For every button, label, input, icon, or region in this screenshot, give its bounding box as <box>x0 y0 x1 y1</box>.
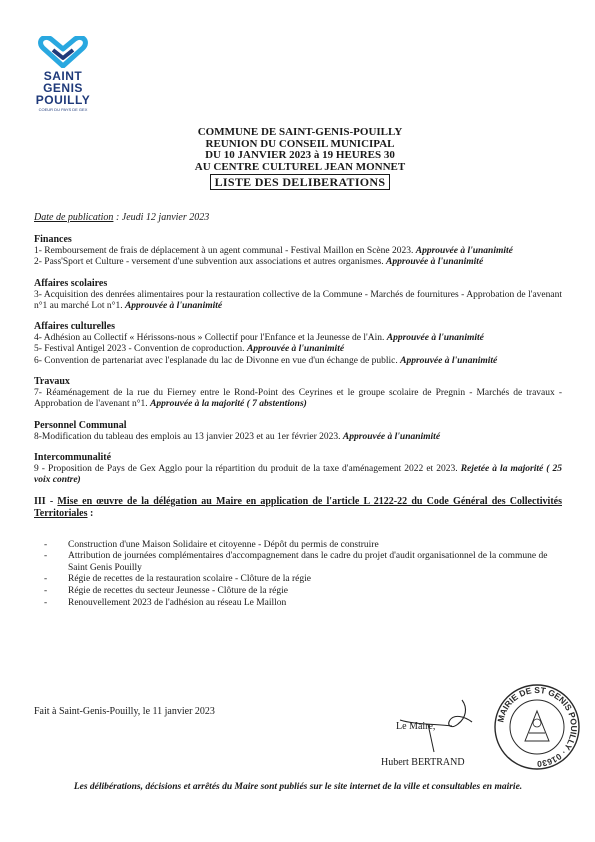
section-finances <box>34 234 562 269</box>
section-number: III - <box>34 495 58 507</box>
document-title: LISTE DES DELIBERATIONS <box>210 174 391 190</box>
deliberation-item <box>34 290 562 313</box>
section-personnel <box>34 420 562 443</box>
section-culturelles <box>34 321 562 367</box>
item-status: Approuvée à l'unanimité <box>386 333 484 344</box>
decision-item: - Renouvellement 2023 de l'adhésion au réseau Le Maillon <box>68 598 562 610</box>
section-title: Affaires culturelles <box>34 321 116 333</box>
decision-item: - Régie de recettes de la restauration scolaire - Clôture de la régie <box>68 574 562 586</box>
item-status: Approuvée à la majorité ( 7 abstentions) <box>150 399 307 410</box>
decisions-list <box>34 540 562 610</box>
item-status: Approuvée à l'unanimité <box>400 355 498 366</box>
section-title: Travaux <box>34 376 70 388</box>
section-title: Finances <box>34 234 72 245</box>
section-title: Affaires scolaires <box>34 277 108 289</box>
item-status: Approuvée à l'unanimité <box>342 431 441 442</box>
official-seal-stamp <box>493 683 581 771</box>
item-text: 6- Convention de partenariat avec l'esplanade du lac de Divonne en vue d'un échange de public. <box>34 355 398 366</box>
item-status: Approuvée à l'unanimité <box>246 344 345 355</box>
decision-item: - Régie de recettes du secteur Jeunesse - Clôture de la régie <box>68 586 562 598</box>
item-text: 7- Réaménagement de la rue du Fierney entre le Rond-Point des Ceyrines et le groupe scolaire de Pregnin - Marchés de travaux - Approbation de l'avenant n°1. <box>34 388 562 410</box>
logo-tagline: COEUR DU PAYS DE GEX <box>38 107 88 112</box>
item-text: 9 - Proposition de Pays de Gex Agglo pour la répartition du produit de la taxe d'aménagement 2022 et 2023. <box>34 463 458 474</box>
deliberation-item <box>34 246 562 257</box>
publication-date <box>34 212 209 223</box>
deliberation-item <box>34 344 562 355</box>
item-status: Approuvée à l'unanimité <box>415 246 513 256</box>
publication-value: : Jeudi 12 janvier 2023 <box>113 212 210 223</box>
item-status: Approuvée à l'unanimité <box>386 257 484 268</box>
deliberation-item <box>34 356 562 367</box>
section-delegation-title <box>34 496 562 520</box>
header-commune: COMMUNE DE SAINT-GENIS-POUILLY <box>197 126 403 138</box>
section-heading: Mise en œuvre de la délégation au Maire en application de l'article L 2122-22 du Code Général des Collectivités Territoriales <box>34 495 562 519</box>
item-text: 8-Modification du tableau des emplois au 13 janvier 2023 et au 1er février 2023. <box>34 431 341 442</box>
svg-text:MAIRIE DE ST GENIS POUILLY · 0: MAIRIE DE ST GENIS POUILLY · 01630 <box>495 684 580 770</box>
decision-item: - Attribution de journées complémentaires d'accompagnement dans le cadre du projet d'audit organisationnel de la commune de Saint Genis Pouilly <box>68 551 562 574</box>
heart-logo-icon <box>35 36 91 68</box>
deliberation-item <box>34 432 562 443</box>
logo-word-genis: GENIS <box>43 81 83 95</box>
deliberation-item <box>34 257 562 268</box>
item-text: 2- Pass'Sport et Culture - versement d'une subvention aux associations et autres organismes. <box>34 257 384 268</box>
signer-role: Le Maire, <box>396 721 436 732</box>
publication-label: Date de publication <box>34 212 114 223</box>
logo-word-saint: SAINT <box>43 69 83 83</box>
item-status: Rejetée à la majorité ( 25 voix contre) <box>34 463 562 486</box>
section-title: Intercommunalité <box>34 451 112 463</box>
deliberation-item <box>34 333 562 344</box>
item-status: Approuvée à l'unanimité <box>124 300 223 311</box>
document-header <box>150 127 450 190</box>
place-date: Fait à Saint-Genis-Pouilly, le 11 janvier 2023 <box>34 706 215 717</box>
item-text: 5- Festival Antigel 2023 - Convention de coproduction. <box>34 344 245 355</box>
header-lieu: AU CENTRE CULTUREL JEAN MONNET <box>194 160 406 173</box>
decision-item: - Construction d'une Maison Solidaire et citoyenne - Dépôt du permis de construire <box>68 540 562 552</box>
section-colon: : <box>87 507 94 519</box>
item-text: 3- Acquisition des denrées alimentaires pour la restauration collective de la Commune - Marchés de fournitures - Approbation de l'avenant n°1 au marché Lot n°1. <box>34 289 562 311</box>
deliberation-item <box>34 464 562 487</box>
item-text: 4- Adhésion au Collectif « Hérissons-nous » Collectif pour l'Enfance et la Jeunesse de l'Ain. <box>34 333 385 344</box>
municipal-logo <box>28 36 98 112</box>
deliberations-list <box>34 234 562 609</box>
section-title: Personnel Communal <box>34 419 127 431</box>
section-intercommunalite <box>34 452 562 487</box>
header-date: DU 10 JANVIER 2023 à 19 HEURES 30 <box>205 149 395 161</box>
footer-note: Les délibérations, décisions et arrêtés du Maire sont publiés sur le site internet de la ville et consultables en mairie. <box>73 782 523 792</box>
logo-word-pouilly: POUILLY <box>35 93 91 107</box>
signer-name: Hubert BERTRAND <box>381 757 465 768</box>
deliberation-item <box>34 388 562 411</box>
item-text: 1- Remboursement de frais de déplacement à un agent communal - Festival Maillon en Scène 2023. <box>34 246 414 256</box>
header-reunion: REUNION DU CONSEIL MUNICIPAL <box>205 137 395 150</box>
section-travaux <box>34 376 562 411</box>
section-scolaires <box>34 278 562 313</box>
